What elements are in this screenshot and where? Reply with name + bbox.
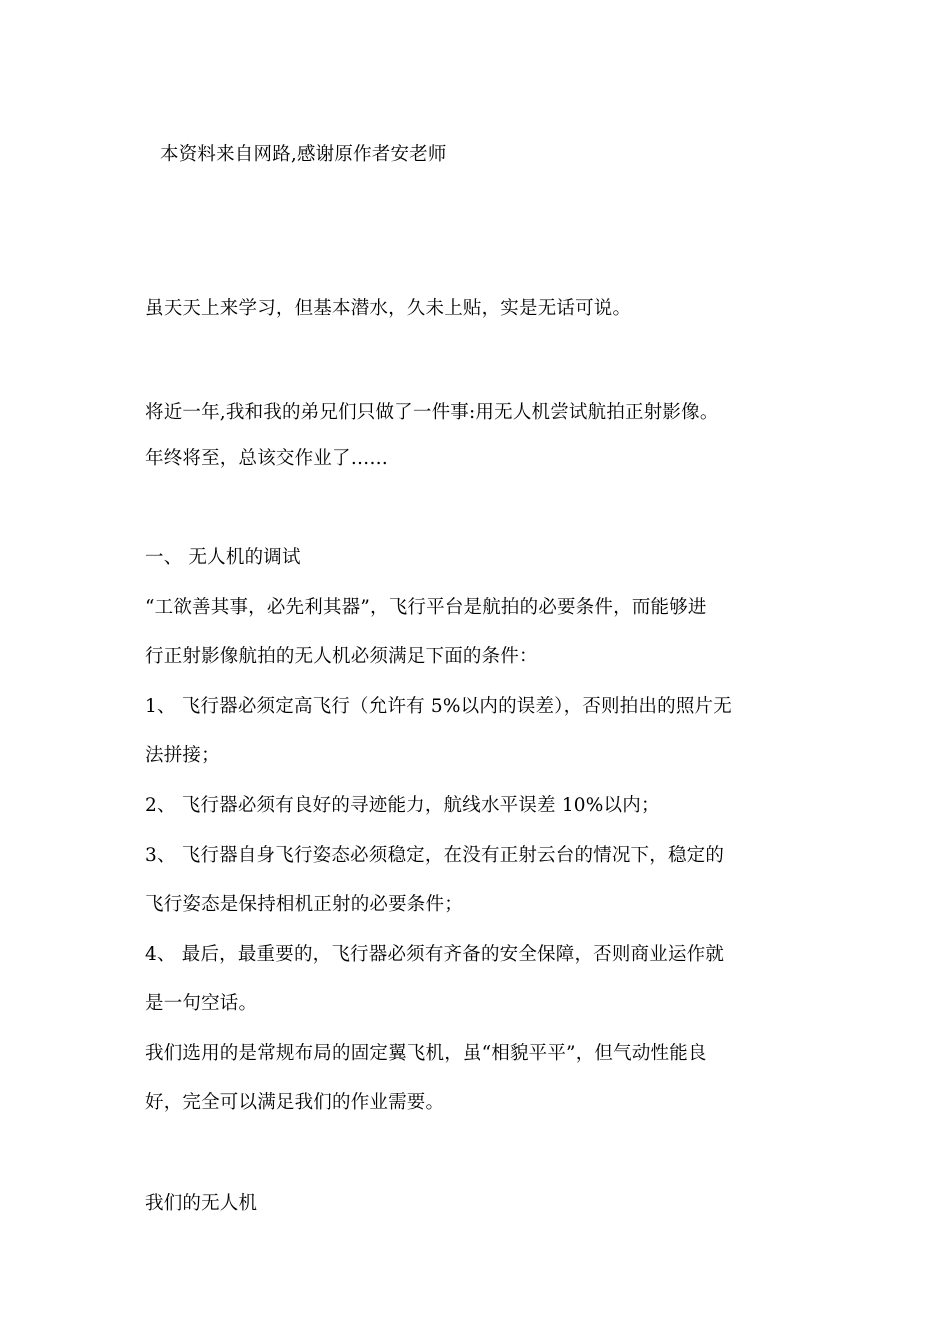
list-item-1-cont: 法拼接； [145,745,220,766]
list-item-2: 2、 飞行器必须有良好的寻迹能力，航线水平误差 10%以内； [145,795,660,816]
paragraph-line: 好，完全可以满足我们的作业需要。 [145,1092,445,1113]
intro-paragraph: 虽天天上来学习，但基本潜水，久未上贴，实是无话可说。 [145,298,632,319]
list-item-3: 3、 飞行器自身飞行姿态必须稳定，在没有正射云台的情况下，稳定的 [145,845,725,866]
paragraph-line: 年终将至，总该交作业了…… [145,448,389,469]
list-item-4-cont: 是一句空话。 [145,993,258,1014]
paragraph-line: 行正射影像航拍的无人机必须满足下面的条件： [145,646,538,667]
caption: 我们的无人机 [145,1193,258,1214]
paragraph-line: “工欲善其事，必先利其器”，飞行平台是航拍的必要条件，而能够进 [145,597,707,618]
list-item-1: 1、 飞行器必须定高飞行（允许有 5%以内的误差），否则拍出的照片无 [145,696,732,717]
section-heading: 一、 无人机的调试 [145,547,301,568]
paragraph-line: 将近一年,我和我的弟兄们只做了一件事:用无人机尝试航拍正射影像。 [145,402,719,423]
list-item-4: 4、 最后，最重要的，飞行器必须有齐备的安全保障，否则商业运作就 [145,944,725,965]
list-item-3-cont: 飞行姿态是保持相机正射的必要条件； [145,894,463,915]
source-note: 本资料来自网路,感谢原作者安老师 [160,144,447,165]
paragraph-line: 我们选用的是常规布局的固定翼飞机，虽“相貌平平”，但气动性能良 [145,1043,707,1064]
